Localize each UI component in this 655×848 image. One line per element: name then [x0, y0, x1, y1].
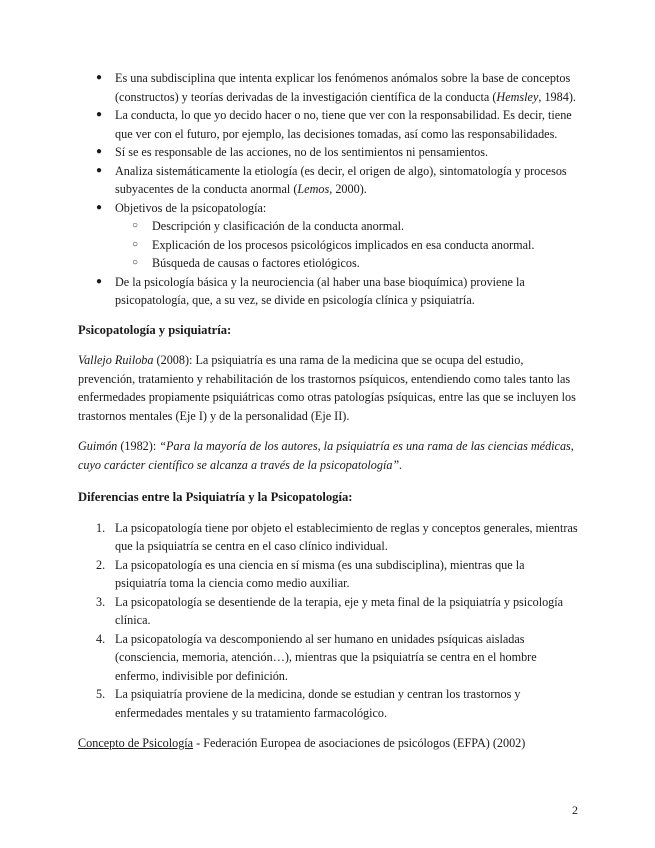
sub-list-item	[115, 236, 578, 255]
concepto-psicologia-line	[78, 734, 578, 753]
list-item-text: La psiquiatría proviene de la medicina, donde se estudian y centran los trastornos y enfermedades mentales y su tratamiento farmacológico.	[115, 687, 521, 720]
sub-list-item-text: Búsqueda de causas o factores etiológicos.	[152, 256, 360, 270]
guimon-quote-paragraph	[78, 437, 578, 474]
sub-list-item-text: Explicación de los procesos psicológicos implicados en esa conducta anormal.	[152, 237, 535, 252]
numbered-list-item	[78, 519, 578, 556]
objectives-sublist	[115, 217, 578, 273]
citation-author: Vallejo Ruiloba	[78, 353, 154, 367]
bullet-icon: ●	[96, 146, 103, 157]
list-number: 5.	[96, 687, 106, 701]
list-number: 1.	[96, 520, 106, 535]
list-item	[78, 273, 578, 310]
citation-year: , 1984).	[538, 89, 576, 104]
sub-list-item	[115, 254, 578, 273]
list-item-text: Sí se es responsable de las acciones, no de los sentimientos ni pensamientos.	[115, 145, 488, 159]
list-item-text: La psicopatología tiene por objeto el establecimiento de reglas y conceptos generales, mientras que la psiquiatría se centra en el caso clínico individual.	[115, 520, 578, 553]
concepto-psicologia-link[interactable]: Concepto de Psicología	[78, 736, 194, 750]
hollow-bullet-icon: ○	[132, 220, 139, 231]
list-item	[78, 162, 578, 199]
differences-numbered-list	[78, 519, 578, 723]
list-item-text: La psicopatología es una ciencia en sí misma (es una subdisciplina), mientras que la psiquiatría toma la ciencia como medio auxiliar.	[115, 557, 525, 590]
source-text: - Federación Europea de asociaciones de psicólogos (EFPA) (2002)	[193, 736, 526, 750]
sub-list-item-text: Descripción y clasificación de la conducta anormal.	[152, 219, 405, 233]
list-number: 4.	[96, 631, 106, 646]
list-item	[78, 106, 578, 143]
list-item	[78, 143, 578, 162]
list-item-text: La psicopatología va descomponiendo al ser humano en unidades psíquicas aisladas (consciencia, memoria, atención…), mientras que la psiquiatría se centra en el hombre enfermo, indivisible por definición.	[115, 631, 537, 683]
citation-author: Lemos	[297, 182, 330, 196]
hollow-bullet-icon: ○	[132, 257, 139, 268]
section-heading-diferencias: Diferencias entre la Psiquiatría y la Psicopatología:	[78, 490, 353, 504]
sub-list-item	[115, 217, 578, 236]
definition-bullet-list	[78, 69, 578, 310]
list-item-text: De la psicología básica y la neurociencia (al haber una base bioquímica) proviene la psicopatología, que, a su vez, se divide en psicología clínica y psiquiatría.	[115, 274, 525, 307]
bullet-icon: ●	[96, 164, 103, 176]
bullet-icon: ●	[96, 201, 103, 213]
list-item-text: La conducta, lo que yo decido hacer o no, tiene que ver con la responsabilidad. Es decir, tiene que ver con el futuro, por ejemplo, las decisiones tomadas, así como las responsabilidades.	[115, 108, 572, 141]
list-item-text: Objetivos de la psicopatología:	[115, 200, 267, 215]
list-number: 2.	[96, 557, 106, 572]
citation-year: (1982):	[117, 439, 160, 453]
paragraph-text: (2008): La psiquiatría es una rama de la medicina que se ocupa del estudio, prevención, tratamiento y rehabilitación de los trastornos psíquicos, entendiendo como tales tanto las enfermedades propiamente psiquiátricas como otras patologías psíquicas, entre las que se incluyen los trastornos mentales (Eje I) y de la personalidad (Eje II).	[78, 353, 576, 423]
list-item	[78, 199, 578, 273]
citation-author: Guimón	[78, 439, 118, 453]
section-heading-psicopatologia-psiquiatria: Psicopatología y psiquiatría:	[78, 322, 232, 337]
bullet-icon: ●	[96, 109, 103, 120]
citation-author: Hemsley	[496, 89, 539, 104]
numbered-list-item	[78, 556, 578, 593]
numbered-list-item	[78, 630, 578, 686]
hollow-bullet-icon: ○	[132, 238, 139, 250]
list-item-text: La psicopatología se desentiende de la terapia, eje y meta final de la psiquiatría y psicología clínica.	[115, 594, 564, 627]
numbered-list-item	[78, 593, 578, 630]
page-content	[78, 69, 578, 753]
bullet-icon: ●	[96, 72, 103, 83]
list-item	[78, 69, 578, 106]
page-number: 2	[572, 803, 578, 817]
list-number: 3.	[96, 594, 106, 609]
citation-year: , 2000).	[329, 182, 367, 196]
list-item-text: Analiza sistemáticamente la etiología (es decir, el origen de algo), sintomatología y procesos subyacentes de la conducta anormal (	[115, 163, 567, 196]
quote-text: “Para la mayoría de los autores, la psiquiatría es una rama de las ciencias médicas, cuyo carácter científico se alcanza a través de la psicopatología”.	[78, 439, 574, 472]
vallejo-definition-paragraph	[78, 351, 578, 425]
numbered-list-item	[78, 685, 578, 722]
bullet-icon: ●	[96, 275, 103, 287]
list-item-text: Es una subdisciplina que intenta explicar los fenómenos anómalos sobre la base de conceptos (constructos) y teorías derivadas de la investigación científica de la conducta (	[115, 71, 571, 104]
